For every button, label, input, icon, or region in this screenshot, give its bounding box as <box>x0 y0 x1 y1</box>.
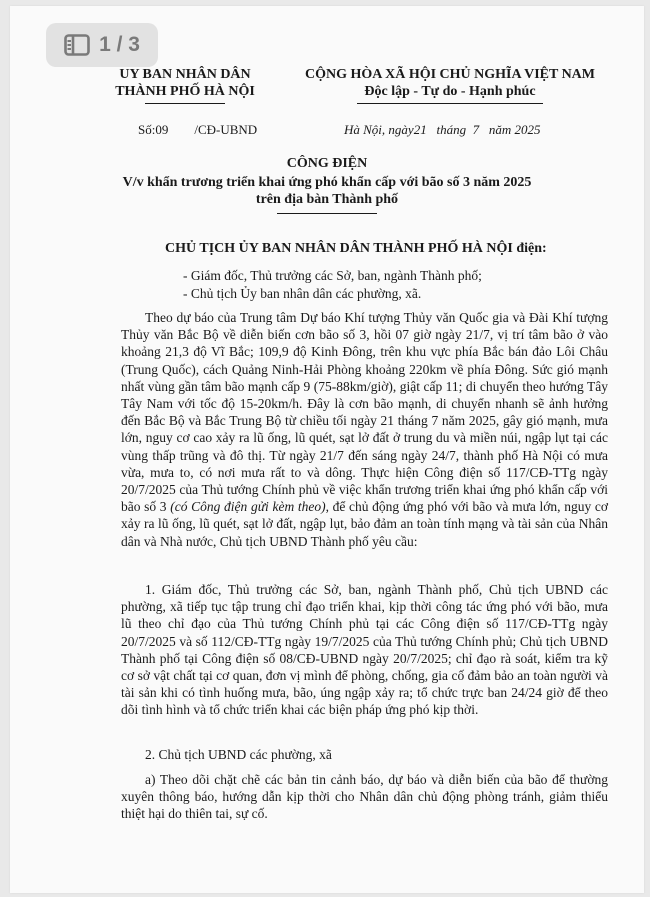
body-paragraph-1 <box>121 309 608 550</box>
caller-line: CHỦ TỊCH ỦY BAN NHÂN DÂN THÀNH PHỐ HÀ NỘI điện: <box>165 241 547 256</box>
body-paragraph-3 <box>121 746 608 763</box>
page-indicator-label: 1 / 3 <box>99 33 140 56</box>
agency-line-1: UY BAN NHÂN DÂN <box>119 67 251 82</box>
motto-underline <box>357 103 543 104</box>
para1-text-a: Theo dự báo của Trung tâm Dự báo Khí tượng Thủy văn Quốc gia và Đài Khí tượng Thủy văn Bắc Bộ về diễn biến cơn bão số 3, hồi 07 giờ ngày 21/7, vị trí tâm bão ở vào khoảng 21,3 độ Vĩ Bắc; 109,9 độ Kinh Đông, trên khu vực phía Bắc bán đảo Lôi Châu (Trung Quốc), cách Quảng Ninh-Hải Phòng khoảng 220km về phía Đông. Sức gió mạnh nhất vùng gần tâm bão mạnh cấp 9 (75-88km/giờ), giật cấp 11; di chuyển theo hướng Tây Tây Nam với tốc độ 15-20km/h. Đây là cơn bão mạnh, di chuyển nhanh sẽ ảnh hưởng đến Bắc Bộ và Bắc Trung Bộ từ chiều tối ngày 21 tháng 7 năm 2025, gây gió mạnh, mưa lớn, nguy cơ cao xảy ra lũ ống, lũ quét, sạt lở đất ở trung du và miền núi, ngập lụt tại các vùng thấp trũng và đô thị. Từ ngày 21/7 đến sáng ngày 24/7, thành phố Hà Nội có mưa vừa, mưa to, có nơi mưa rất to và dông. Thực hiện Công điện số 117/CĐ-TTg ngày 20/7/2025 của Thủ tướng Chính phủ về việc khẩn trương triển khai ứng phó khẩn cấp với bão số 3 <box>121 310 608 515</box>
subject-underline <box>277 213 377 214</box>
subject-line-1: V/v khẩn trương triển khai ứng phó khẩn cấp với bão số 3 năm 2025 <box>122 175 532 190</box>
nation-line-2: Độc lập - Tự do - Hạnh phúc <box>364 84 536 99</box>
date-day: 21 <box>413 122 427 137</box>
subject-line-2: trên địa bàn Thành phố <box>255 192 399 207</box>
document-subject <box>10 174 644 214</box>
body-paragraph-2 <box>121 581 608 719</box>
place-date-prefix: Hà Nội, ngày <box>344 122 414 137</box>
nation-line-1: CỘNG HÒA XÃ HỘI CHỦ NGHĨA VIỆT NAM <box>304 67 595 82</box>
page-indicator[interactable] <box>46 23 158 67</box>
para2-text: 1. Giám đốc, Thủ trưởng các Sở, ban, ngành Thành phố, Chủ tịch UBND các phường, xã tiếp tục tập trung chỉ đạo triển khai, kịp thời công tác ứng phó với bão, mưa lũ theo chỉ đạo của Thủ tướng Chính phủ tại các Công điện số 117/CĐ-TTg ngày 20/7/2025 và số 112/CĐ-TTg ngày 19/7/2025 của Thủ tướng Chính phủ; Chủ tịch UBND Thành phố tại Công điện số 08/CĐ-UBND ngày 20/7/2025; chỉ đạo rà soát, kiểm tra kỹ cơ sở vật chất tại cơ quan, đơn vị mình để phòng, chống, gia cố đảm bảo an toàn người và tài sản khi có tình huống mưa, bão, úng ngập xảy ra; tổ chức trực ban 24/24 giờ để theo dõi tình hình và tổ chức triển khai các biện pháp ứng phó kịp thời. <box>121 582 608 718</box>
document-page <box>10 6 644 893</box>
doc-number-label: Số:09 <box>138 122 169 137</box>
agency-block <box>110 66 260 104</box>
doc-number-suffix: /CĐ-UBND <box>194 122 258 137</box>
date-year: năm 2025 <box>488 122 541 137</box>
thumbnails-icon <box>64 34 90 56</box>
recipient-item: - Giám đốc, Thủ trưởng các Sở, ban, ngành Thành phố; <box>183 268 482 283</box>
para1-italic-ref: (có Công điện gửi kèm theo) <box>170 499 326 515</box>
agency-underline <box>145 103 225 104</box>
para1-text-b: , để chủ động ứng phó với bão và mưa lớn, nguy cơ xảy ra lũ ống, lũ quét, sạt lở đất, ngập lụt, bảo đảm an toàn tính mạng và tài sản của Nhân dân và Nhà nước, Chủ tịch UBND Thành phố yêu cầu: <box>121 499 608 549</box>
document-number <box>138 122 257 138</box>
body-paragraph-4 <box>121 771 608 823</box>
place-date <box>344 122 540 138</box>
agency-line-2: THÀNH PHỐ HÀ NỘI <box>115 84 255 99</box>
document-kind: CÔNG ĐIỆN <box>286 156 368 171</box>
recipient-item: - Chủ tịch Ủy ban nhân dân các phường, xã. <box>183 286 422 301</box>
date-month-label: tháng <box>436 122 467 137</box>
date-month: 7 <box>472 122 480 137</box>
para4-text: a) Theo dõi chặt chẽ các bản tin cảnh báo, dự báo và diễn biến của bão để thường xuyên thông báo, hướng dẫn kịp thời cho Nhân dân chủ động phòng tránh, giảm thiểu thiệt hại do thiên tai, sự cố. <box>121 772 608 822</box>
para3-text: 2. Chủ tịch UBND các phường, xã <box>145 747 332 762</box>
national-motto-block <box>280 66 620 104</box>
